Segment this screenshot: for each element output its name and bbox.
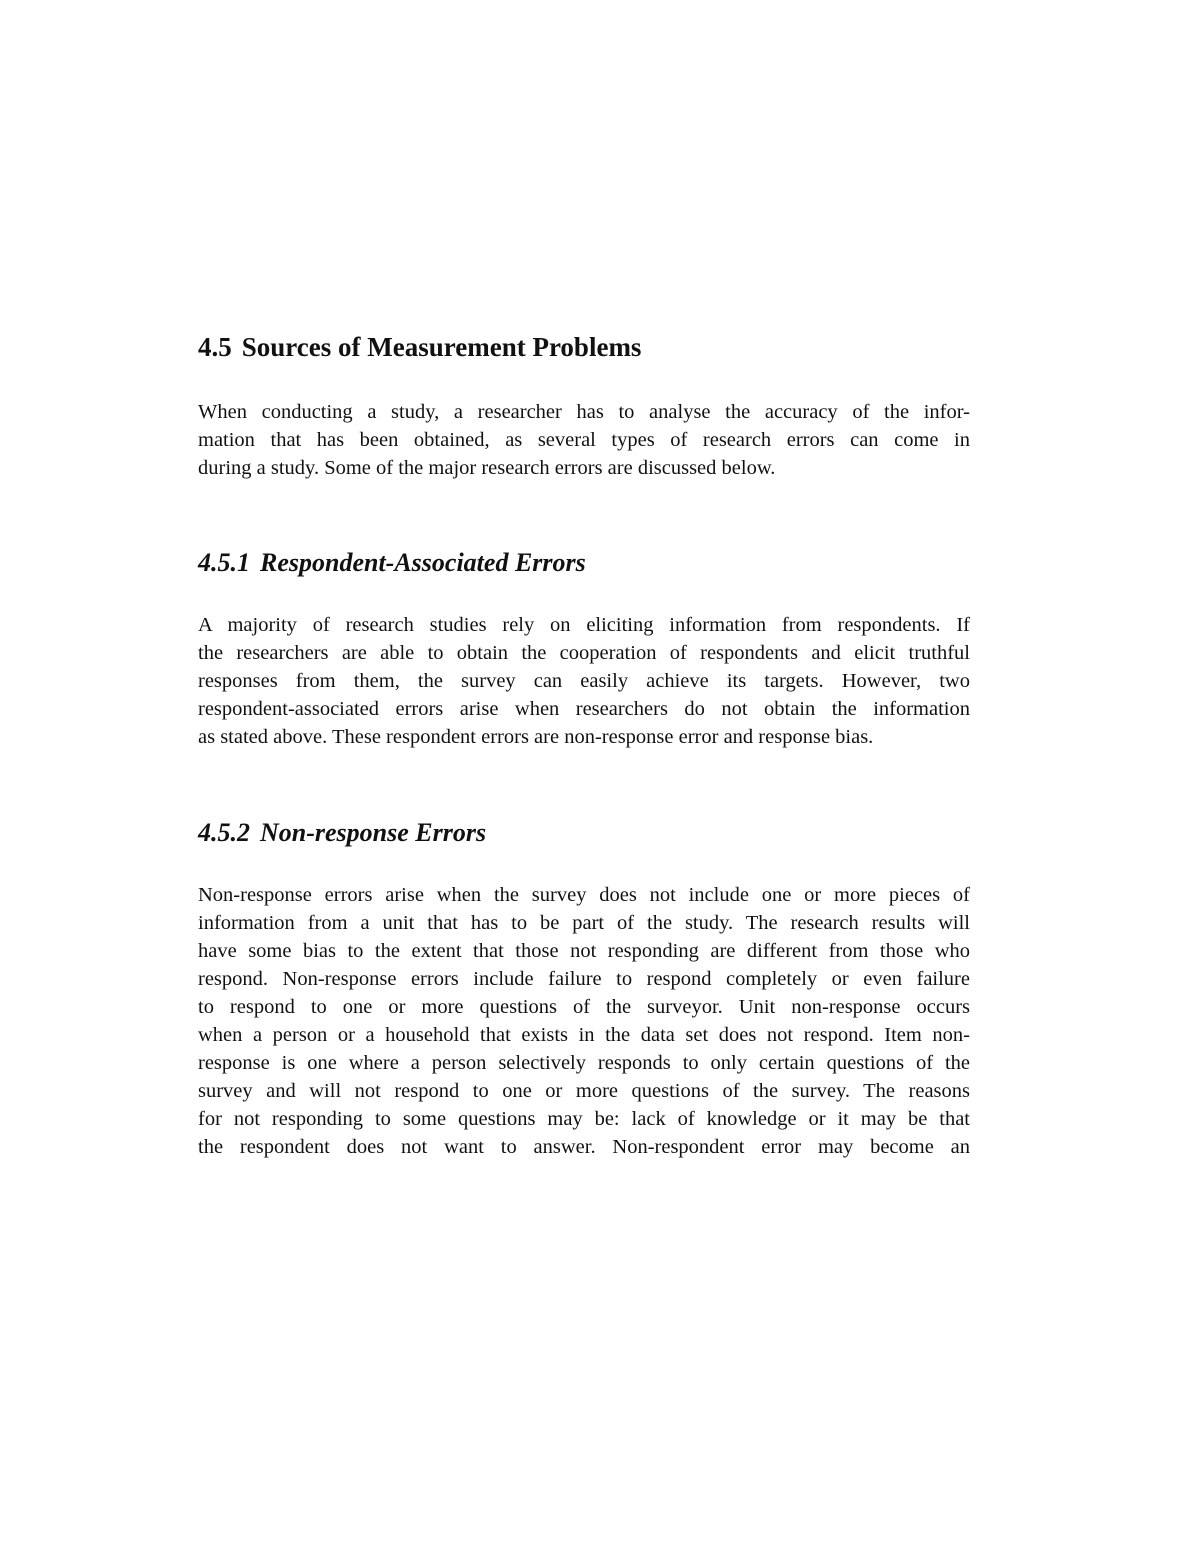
intro-paragraph <box>198 398 970 482</box>
paragraph-line: When conducting a study, a researcher has to analyse the accuracy of the infor- <box>198 401 970 423</box>
paragraph-line: when a person or a household that exists in the data set does not respond. Item non- <box>198 1024 970 1046</box>
subsection-title: Non-response Errors <box>260 818 487 847</box>
paragraph-line: for not responding to some questions may be: lack of knowledge or it may be that <box>198 1108 970 1130</box>
paragraph-line: response is one where a person selectively responds to only certain questions of the <box>198 1052 970 1074</box>
page-content <box>198 330 970 1161</box>
paragraph-line: the researchers are able to obtain the cooperation of respondents and elicit truthful <box>198 642 970 664</box>
paragraph-line: survey and will not respond to one or more questions of the survey. The reasons <box>198 1080 970 1102</box>
paragraph-line: respondent-associated errors arise when researchers do not obtain the information <box>198 698 970 720</box>
paragraph-line: A majority of research studies rely on eliciting information from respondents. If <box>198 614 970 636</box>
respondent-errors-paragraph <box>198 611 970 751</box>
paragraph-line: responses from them, the survey can easily achieve its targets. However, two <box>198 670 970 692</box>
section-number: 4.5 <box>198 332 232 362</box>
paragraph-line: the respondent does not want to answer. Non-respondent error may become an <box>198 1136 970 1158</box>
paragraph-line: as stated above. These respondent errors are non-response error and response bias. <box>198 726 874 748</box>
subsection-title: Respondent-Associated Errors <box>260 548 586 577</box>
subsection-heading-non-response-errors <box>198 816 970 850</box>
paragraph-line: have some bias to the extent that those not responding are different from those who <box>198 940 970 962</box>
paragraph-line: mation that has been obtained, as several types of research errors can come in <box>198 429 970 451</box>
section-title: Sources of Measurement Problems <box>241 332 642 362</box>
subsection-number: 4.5.1 <box>198 548 250 577</box>
paragraph-line: respond. Non-response errors include failure to respond completely or even failure <box>198 968 970 990</box>
subsection-heading-respondent-errors <box>198 546 970 580</box>
section-heading <box>198 330 970 364</box>
paragraph-line: information from a unit that has to be part of the study. The research results will <box>198 912 970 934</box>
paragraph-line: to respond to one or more questions of the surveyor. Unit non-response occurs <box>198 996 970 1018</box>
paragraph-line: Non-response errors arise when the survey does not include one or more pieces of <box>198 884 970 906</box>
subsection-number: 4.5.2 <box>198 818 250 847</box>
paragraph-line: during a study. Some of the major research errors are discussed below. <box>198 457 776 479</box>
non-response-errors-paragraph <box>198 881 970 1161</box>
